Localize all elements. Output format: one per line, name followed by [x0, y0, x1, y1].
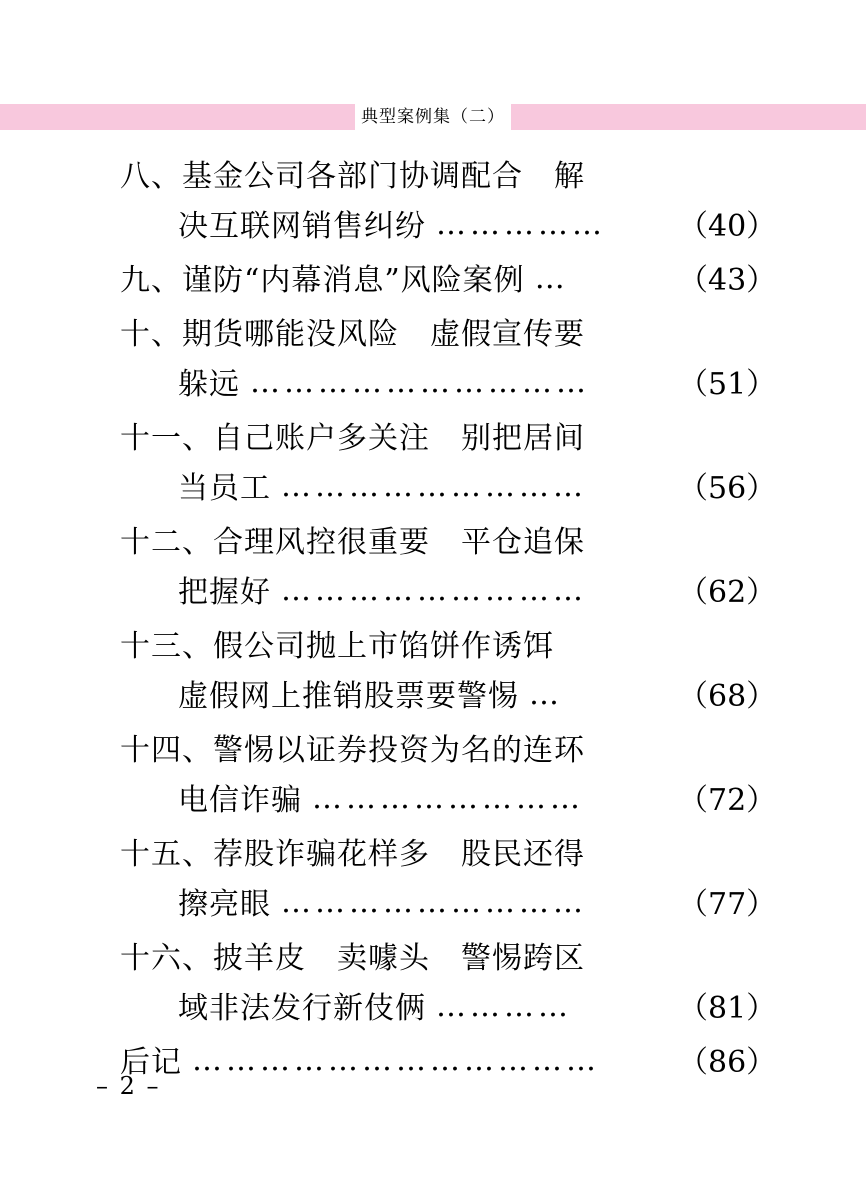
toc-entry-title: 当员工: [178, 471, 271, 506]
toc-page-number: （72）: [678, 783, 777, 818]
toc-leader-dots: …………………………: [250, 365, 590, 400]
toc-page-number: （86）: [678, 1045, 777, 1080]
toc-entry-line: [120, 1038, 777, 1088]
toc-entry-line: [120, 984, 777, 1034]
table-of-contents: [0, 152, 866, 1092]
page-number-folio: – 2 –: [96, 1072, 161, 1100]
toc-entry-title: 十、期货哪能没风险 虚假宣传要: [120, 317, 585, 352]
toc-entry[interactable]: [120, 518, 777, 618]
header-bar-left: [0, 104, 355, 130]
toc-entry-title: 躲远: [178, 367, 240, 402]
toc-entry-line: [120, 622, 770, 672]
toc-entry[interactable]: [120, 1038, 777, 1088]
toc-entry-line: [120, 934, 770, 984]
toc-page-number: （77）: [678, 887, 777, 922]
toc-leader-dots: ……………………: [312, 781, 584, 816]
toc-entry-title: 八、基金公司各部门协调配合 解: [120, 159, 585, 194]
toc-entry-title: 把握好: [178, 575, 271, 610]
toc-entry-title: 电信诈骗: [178, 783, 302, 818]
toc-entry-title: 域非法发行新伎俩: [178, 991, 426, 1026]
toc-leader-dots: ………………………: [281, 885, 587, 920]
toc-entry[interactable]: [120, 414, 777, 514]
toc-leader-dots: ………………………: [281, 469, 587, 504]
toc-page-number: （56）: [678, 471, 777, 506]
toc-entry-title: 擦亮眼: [178, 887, 271, 922]
toc-entry-line: [120, 152, 770, 202]
toc-entry-line: [120, 202, 777, 252]
toc-page-number: （68）: [678, 679, 777, 714]
toc-leader-dots: …: [534, 261, 569, 296]
toc-leader-dots: ………………………………: [192, 1043, 600, 1078]
toc-entry-title: 九、谨防“内幕消息”风险案例: [120, 263, 525, 298]
toc-entry-line: [120, 518, 770, 568]
toc-page-number: （81）: [678, 991, 777, 1026]
toc-leader-dots: …………: [436, 989, 572, 1024]
toc-entry-line: [120, 360, 777, 410]
header-title: 典型案例集（二）: [361, 107, 505, 127]
toc-entry[interactable]: [120, 622, 777, 722]
toc-page-number: （40）: [678, 209, 777, 244]
toc-entry[interactable]: [120, 152, 777, 252]
toc-entry-title: 虚假网上推销股票要警惕: [178, 679, 519, 714]
toc-entry-line: [120, 256, 777, 306]
toc-entry-title: 十二、合理风控很重要 平仓追保: [120, 525, 585, 560]
toc-entry-title: 十四、警惕以证券投资为名的连环: [120, 733, 585, 768]
toc-entry-title: 十五、荐股诈骗花样多 股民还得: [120, 837, 585, 872]
toc-entry-line: [120, 776, 777, 826]
toc-page-number: （51）: [678, 367, 777, 402]
toc-entry-line: [120, 830, 770, 880]
toc-leader-dots: ………………………: [281, 573, 587, 608]
toc-entry-title: 十三、假公司抛上市馅饼作诱饵: [120, 629, 554, 664]
toc-entry-line: [120, 310, 770, 360]
toc-entry-title: 后记: [120, 1045, 182, 1080]
toc-page-number: （62）: [678, 575, 777, 610]
toc-entry[interactable]: [120, 830, 777, 930]
toc-entry[interactable]: [120, 256, 777, 306]
toc-entry-title: 十六、披羊皮 卖噱头 警惕跨区: [120, 941, 585, 976]
toc-entry-line: [120, 672, 777, 722]
running-header: [0, 104, 866, 130]
toc-entry-line: [120, 880, 777, 930]
toc-entry-line: [120, 464, 777, 514]
toc-entry[interactable]: [120, 310, 777, 410]
toc-leader-dots: ……………: [436, 207, 606, 242]
toc-entry-line: [120, 568, 777, 618]
toc-entry[interactable]: [120, 726, 777, 826]
toc-entry-line: [120, 414, 770, 464]
toc-leader-dots: …: [529, 677, 563, 712]
toc-entry-title: 决互联网销售纠纷: [178, 209, 426, 244]
header-bar-right: [511, 104, 866, 130]
toc-page-number: （43）: [678, 263, 777, 298]
toc-entry-line: [120, 726, 770, 776]
toc-entry-title: 十一、自己账户多关注 别把居间: [120, 421, 585, 456]
toc-entry[interactable]: [120, 934, 777, 1034]
